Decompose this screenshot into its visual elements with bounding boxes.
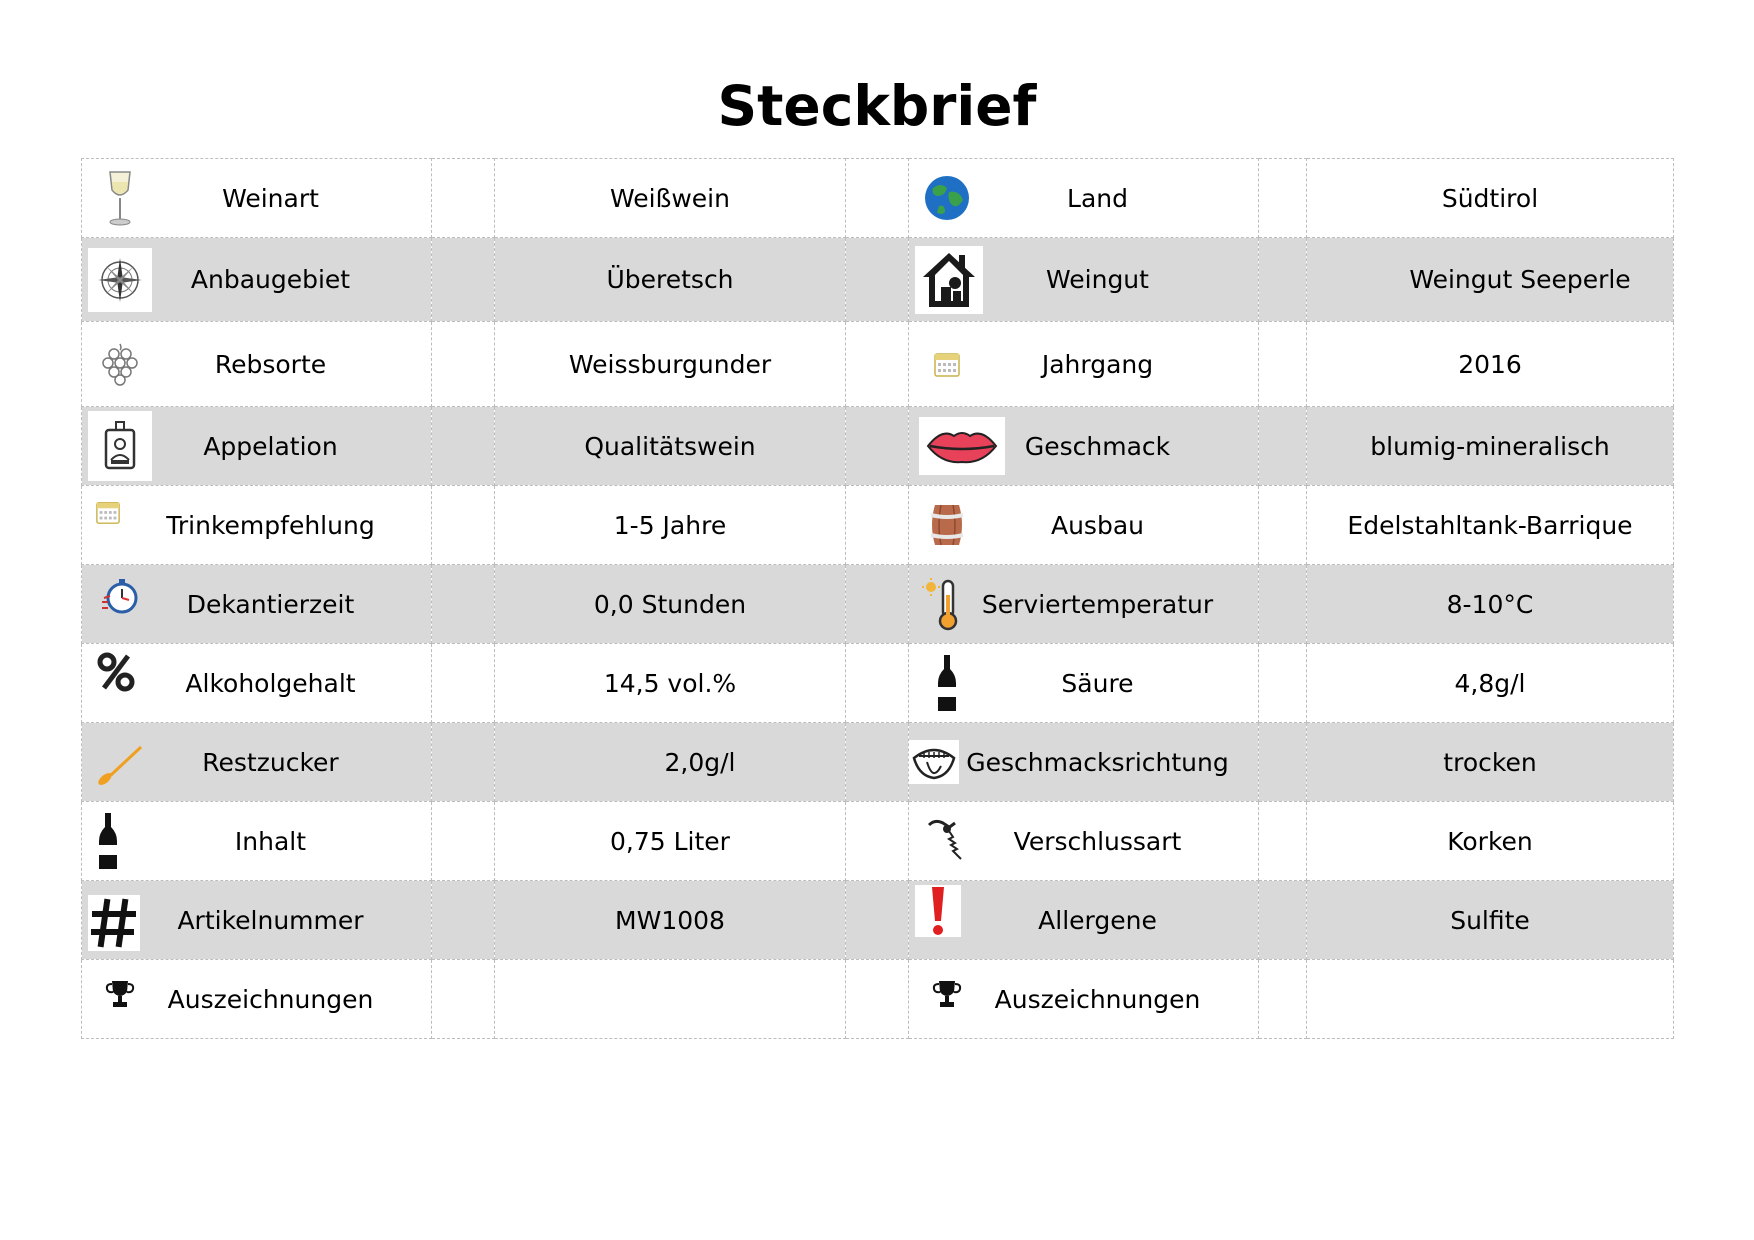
value-cell — [1307, 565, 1674, 644]
badge-icon — [88, 411, 152, 481]
label-cell — [909, 644, 1259, 723]
label-cell — [82, 881, 432, 960]
row-value: Sulfite — [1450, 905, 1530, 935]
stopwatch-icon — [88, 565, 152, 629]
row-label: Serviertemperatur — [981, 589, 1214, 619]
row-value: Weissburgunder — [568, 349, 772, 379]
trophy-icon — [88, 962, 152, 1026]
spacer-cell — [846, 322, 909, 407]
spacer-cell — [846, 486, 909, 565]
table-row — [82, 565, 1674, 644]
label-cell — [909, 407, 1259, 486]
value-cell — [495, 407, 846, 486]
value-cell — [495, 960, 846, 1039]
label-cell — [909, 486, 1259, 565]
table-row — [82, 802, 1674, 881]
row-label: Restzucker — [202, 747, 339, 777]
row-value: Überetsch — [606, 265, 734, 294]
spacer-cell — [1259, 644, 1307, 723]
label-cell — [82, 960, 432, 1039]
spacer-cell — [846, 565, 909, 644]
value-cell — [1307, 407, 1674, 486]
label-cell — [909, 802, 1259, 881]
row-label: Trinkempfehlung — [166, 510, 375, 540]
table-row — [82, 644, 1674, 723]
spacer-cell — [1259, 486, 1307, 565]
page-title: Steckbrief — [717, 74, 1037, 138]
row-value: Qualitätswein — [584, 431, 756, 461]
value-cell — [495, 322, 846, 407]
spacer-cell — [1259, 565, 1307, 644]
row-label: Artikelnummer — [177, 905, 364, 935]
spacer-cell — [432, 486, 495, 565]
spacer-cell — [846, 238, 909, 322]
table-row — [82, 881, 1674, 960]
row-label: Appelation — [203, 431, 338, 461]
spacer-cell — [1259, 407, 1307, 486]
wine-bottle-icon — [88, 809, 128, 873]
label-cell — [82, 644, 432, 723]
row-value: Edelstahltank-Barrique — [1347, 510, 1633, 540]
label-cell — [909, 881, 1259, 960]
value-cell — [1307, 644, 1674, 723]
label-cell — [82, 486, 432, 565]
spacer-cell — [1259, 159, 1307, 238]
row-label: Jahrgang — [1041, 349, 1154, 379]
value-cell — [1307, 881, 1674, 960]
row-value: 2016 — [1458, 349, 1522, 379]
row-value: 1-5 Jahre — [613, 510, 727, 540]
spacer-cell — [846, 407, 909, 486]
row-value: Korken — [1447, 826, 1533, 856]
spacer-cell — [846, 644, 909, 723]
row-label: Weingut — [1046, 265, 1149, 294]
value-cell — [1307, 723, 1674, 802]
spacer-cell — [432, 238, 495, 322]
row-label: Geschmacksrichtung — [966, 747, 1229, 777]
row-label: Alkoholgehalt — [185, 668, 356, 698]
spacer-cell — [432, 960, 495, 1039]
row-value: 14,5 vol.% — [603, 668, 737, 698]
row-label: Rebsorte — [214, 349, 327, 379]
spacer-cell — [1259, 723, 1307, 802]
value-cell — [495, 644, 846, 723]
row-value: 2,0g/l — [664, 747, 736, 777]
spacer-cell — [432, 802, 495, 881]
label-cell — [909, 723, 1259, 802]
spacer-cell — [432, 407, 495, 486]
spacer-cell — [846, 960, 909, 1039]
table-row — [82, 723, 1674, 802]
label-cell — [909, 960, 1259, 1039]
value-cell — [495, 486, 846, 565]
spacer-cell — [846, 723, 909, 802]
table-row — [82, 322, 1674, 407]
wine-profile-table — [81, 158, 1674, 1039]
row-value: 0,0 Stunden — [593, 589, 747, 619]
row-value: MW1008 — [615, 905, 725, 935]
row-label: Allergene — [1038, 905, 1157, 935]
row-value: trocken — [1443, 747, 1537, 777]
percent-icon — [88, 650, 144, 694]
label-cell — [82, 565, 432, 644]
row-label: Ausbau — [1050, 510, 1144, 540]
label-cell — [82, 802, 432, 881]
row-label: Geschmack — [1024, 431, 1171, 461]
wine-glass-icon — [88, 166, 152, 230]
table-row — [82, 238, 1674, 322]
label-cell — [82, 238, 432, 322]
label-cell — [909, 322, 1259, 407]
label-cell — [909, 159, 1259, 238]
grapes-icon — [88, 332, 152, 396]
row-label: Säure — [1061, 668, 1134, 698]
row-label: Land — [1067, 183, 1128, 213]
value-cell — [495, 802, 846, 881]
table-row — [82, 407, 1674, 486]
spacer-cell — [1259, 802, 1307, 881]
spacer-cell — [846, 881, 909, 960]
label-cell — [909, 565, 1259, 644]
value-cell — [1307, 960, 1674, 1039]
spacer-cell — [432, 159, 495, 238]
row-label: Verschlussart — [1013, 826, 1182, 856]
compass-rose-icon — [88, 248, 152, 312]
label-cell — [82, 322, 432, 407]
spacer-cell — [432, 322, 495, 407]
label-cell — [82, 159, 432, 238]
tongue-mouth-icon — [909, 740, 959, 784]
value-cell — [495, 723, 846, 802]
sugar-spoon-icon — [88, 733, 152, 797]
spacer-cell — [1259, 322, 1307, 407]
row-value: Weingut Seeperle — [1409, 265, 1631, 294]
row-value: Weißwein — [610, 183, 730, 213]
barrel-icon — [915, 493, 979, 557]
house-icon — [915, 246, 983, 314]
row-value: 0,75 Liter — [610, 826, 730, 856]
spacer-cell — [846, 159, 909, 238]
row-value: Südtirol — [1441, 183, 1539, 213]
lips-icon — [919, 417, 1005, 475]
label-cell — [82, 723, 432, 802]
spacer-cell — [1259, 238, 1307, 322]
corkscrew-icon — [917, 809, 981, 873]
wine-bottle-icon — [927, 651, 967, 715]
row-label: Auszeichnungen — [167, 984, 374, 1014]
table-row — [82, 159, 1674, 238]
spacer-cell — [1259, 881, 1307, 960]
hashtag-icon — [88, 895, 140, 951]
thermometer-icon — [917, 572, 965, 636]
label-cell — [82, 407, 432, 486]
row-label: Dekantierzeit — [186, 589, 355, 619]
row-label: Inhalt — [234, 826, 307, 856]
calendar-icon — [88, 492, 128, 532]
label-cell — [909, 238, 1259, 322]
spacer-cell — [1259, 960, 1307, 1039]
value-cell — [1307, 802, 1674, 881]
table-row — [82, 960, 1674, 1039]
row-value: 4,8g/l — [1454, 668, 1526, 698]
table-row — [82, 486, 1674, 565]
row-label: Auszeichnungen — [994, 984, 1201, 1014]
value-cell — [495, 881, 846, 960]
spacer-cell — [432, 881, 495, 960]
row-value: 8-10°C — [1446, 589, 1534, 619]
row-label: Weinart — [222, 183, 319, 213]
globe-icon — [915, 166, 979, 230]
spacer-cell — [432, 565, 495, 644]
row-value: blumig-mineralisch — [1370, 431, 1610, 461]
value-cell — [1307, 322, 1674, 407]
spacer-cell — [432, 644, 495, 723]
value-cell — [495, 159, 846, 238]
value-cell — [1307, 159, 1674, 238]
calendar-icon — [915, 332, 979, 396]
value-cell — [1307, 486, 1674, 565]
row-label: Anbaugebiet — [190, 265, 351, 294]
value-cell — [495, 565, 846, 644]
exclamation-icon — [915, 885, 961, 937]
trophy-icon — [915, 962, 979, 1026]
spacer-cell — [846, 802, 909, 881]
value-cell — [1307, 238, 1674, 322]
value-cell — [495, 238, 846, 322]
spacer-cell — [432, 723, 495, 802]
